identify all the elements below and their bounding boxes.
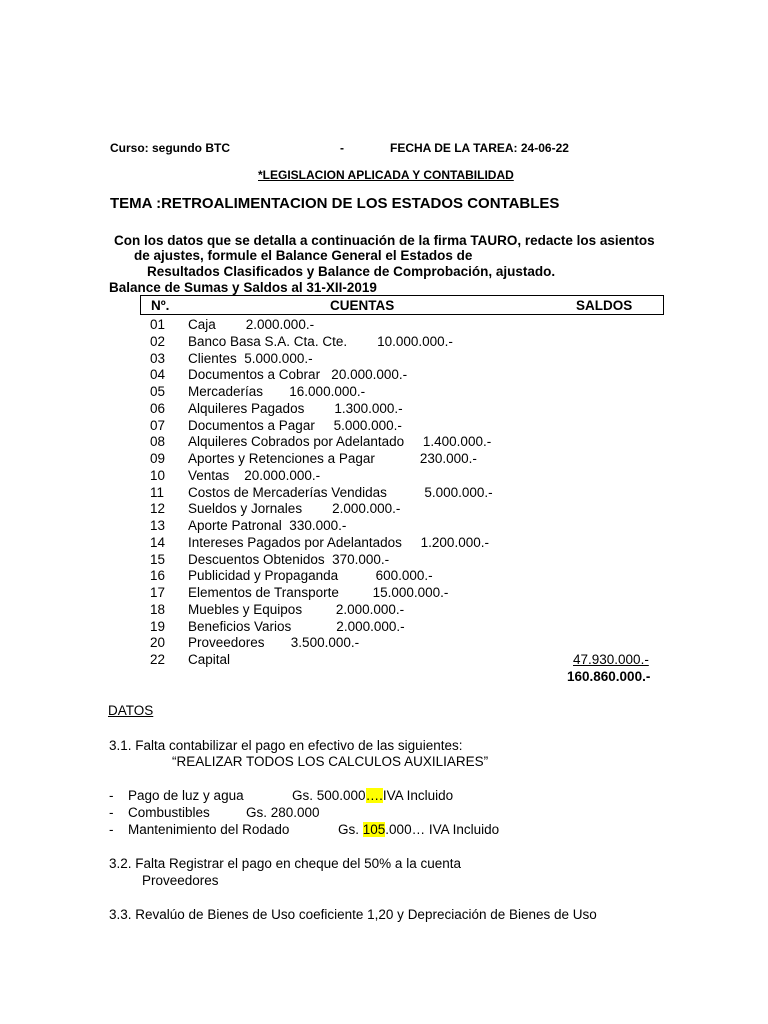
account-number: 04 (150, 367, 166, 383)
bullet-dash: - (109, 805, 114, 820)
account-number: 03 (150, 350, 166, 366)
bullet-amount: Gs. 280.000 (246, 805, 320, 820)
datos-label: DATOS (108, 703, 154, 718)
instructions-line-3: Resultados Clasificados y Balance de Comprobación, ajustado. (147, 264, 556, 279)
header-balances: SALDOS (576, 298, 633, 313)
account-entry: Costos de Mercaderías Vendidas 5.000.000.- (188, 484, 493, 500)
header-accounts: CUENTAS (330, 298, 395, 313)
account-entry: Banco Basa S.A. Cta. Cte. 10.000.000.- (188, 333, 453, 349)
bullet-amount: Gs. 500.000….IVA Incluido (292, 788, 454, 803)
assignment-date: FECHA DE LA TAREA: 24-06-22 (390, 141, 569, 155)
account-number: 15 (150, 551, 166, 567)
account-entry: Elementos de Transporte 15.000.000.- (188, 585, 449, 600)
subject-title: *LEGISLACION APLICADA Y CONTABILIDAD (258, 168, 514, 182)
highlight: 105 (362, 822, 386, 837)
account-number: 17 (150, 585, 166, 600)
account-entry: Mercaderías 16.000.000.- (188, 384, 366, 399)
account-entry: Caja 2.000.000.- (188, 317, 315, 332)
account-number: 07 (150, 417, 166, 433)
account-entry: Aporte Patronal 330.000.- (188, 518, 347, 533)
account-entry: Capital (188, 652, 231, 667)
account-entry: Sueldos y Jornales 2.000.000.- (188, 501, 401, 517)
account-number: 16 (150, 568, 166, 584)
instructions-line-2: de ajustes, formule el Balance General el Estados de (134, 248, 473, 263)
topic-title: TEMA :RETROALIMENTACION DE LOS ESTADOS CONTABLES (110, 195, 560, 212)
account-number: 09 (150, 451, 166, 466)
bullet-label: Combustibles (128, 805, 210, 820)
bullet-label: Pago de luz y agua (128, 788, 244, 803)
account-entry: Alquileres Cobrados por Adelantado 1.400.000.- (188, 434, 492, 450)
account-entry: Muebles y Equipos 2.000.000.- (188, 601, 405, 617)
account-entry: Publicidad y Propaganda 600.000.- (188, 568, 433, 584)
account-number: 08 (150, 434, 166, 450)
header-dash: - (340, 141, 344, 155)
highlight: …. (365, 788, 383, 803)
account-entry: Clientes 5.000.000.- (188, 350, 313, 366)
instructions-line-1: Con los datos que se detalla a continuación de la firma TAURO, redacte los asientos (114, 233, 655, 248)
account-number: 22 (150, 652, 166, 667)
account-entry: Descuentos Obtenidos 370.000.- (188, 551, 390, 567)
bullet-dash: - (109, 788, 114, 803)
account-entry: Documentos a Cobrar 20.000.000.- (188, 367, 408, 383)
account-number: 13 (150, 518, 166, 533)
account-number: 14 (150, 534, 166, 550)
total-amount: 160.860.000.- (567, 669, 651, 684)
account-number: 20 (150, 635, 166, 651)
account-entry: Ventas 20.000.000.- (188, 467, 321, 483)
course-label: Curso: segundo BTC (110, 141, 230, 155)
balance-title: Balance de Sumas y Saldos al 31-XII-2019 (109, 280, 377, 295)
account-entry: Proveedores 3.500.000.- (188, 635, 360, 651)
account-number: 19 (150, 618, 166, 634)
bullet-amount: Gs. 105.000… IVA Incluido (338, 822, 500, 837)
account-number: 01 (150, 317, 166, 332)
account-entry: Documentos a Pagar 5.000.000.- (188, 417, 402, 433)
account-number: 18 (150, 601, 166, 617)
account-entry: Beneficios Varios 2.000.000.- (188, 618, 405, 634)
account-number: 10 (150, 467, 166, 483)
header-num: Nº. (151, 298, 170, 313)
account-entry: Aportes y Retenciones a Pagar 230.000.- (188, 451, 477, 466)
account-entry: Alquileres Pagados 1.300.000.- (188, 400, 403, 416)
item-3-3: 3.3. Revalúo de Bienes de Uso coeficiente 1,20 y Depreciación de Bienes de Uso (109, 907, 597, 922)
capital-amount: 47.930.000.- (573, 652, 649, 667)
account-number: 12 (150, 501, 166, 517)
account-number: 11 (150, 484, 165, 500)
account-entry: Intereses Pagados por Adelantados 1.200.000.- (188, 534, 489, 550)
item-3-2-line-1: 3.2. Falta Registrar el pago en cheque del 50% a la cuenta (109, 856, 461, 871)
account-number: 05 (150, 384, 166, 399)
bullet-dash: - (109, 822, 114, 837)
bullet-label: Mantenimiento del Rodado (128, 822, 290, 837)
item-3-1-line-2: “REALIZAR TODOS LOS CALCULOS AUXILIARES” (172, 754, 489, 769)
account-number: 06 (150, 400, 166, 416)
item-3-2-line-2: Proveedores (142, 873, 219, 888)
item-3-1-line-1: 3.1. Falta contabilizar el pago en efectivo de las siguientes: (109, 738, 463, 753)
account-number: 02 (150, 333, 166, 349)
